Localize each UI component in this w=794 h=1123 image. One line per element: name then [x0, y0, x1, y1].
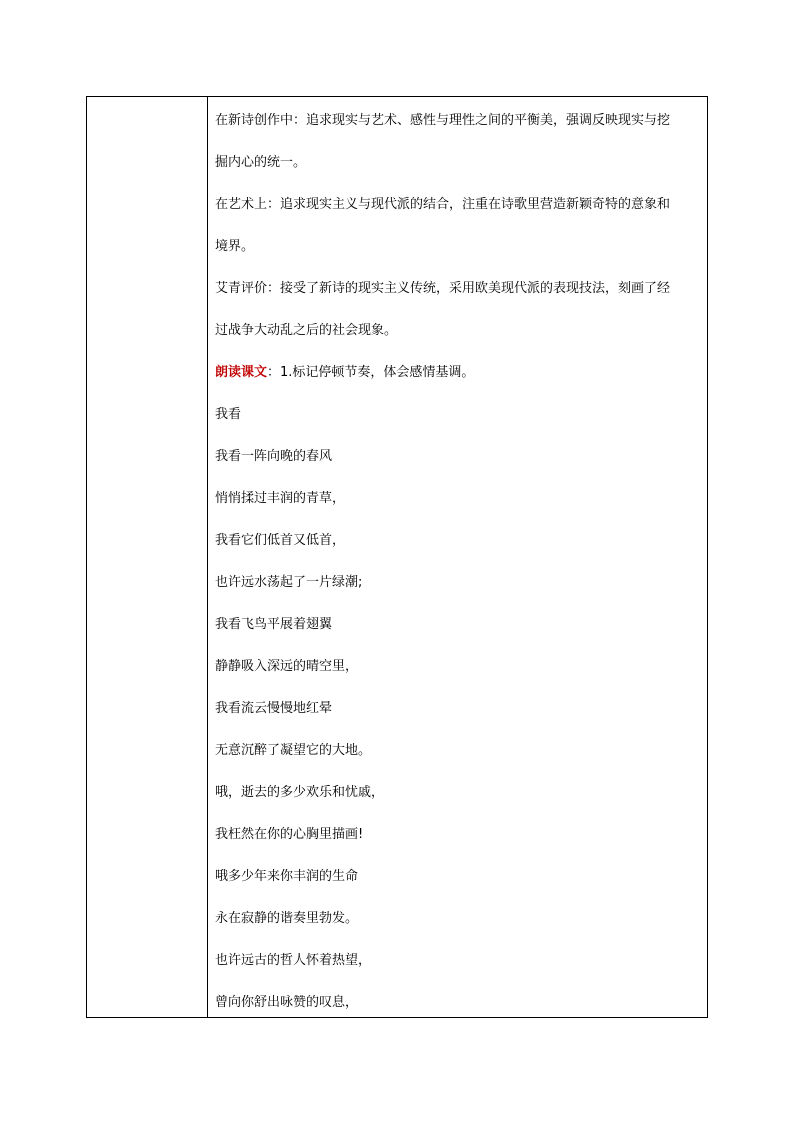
reading-label: 朗读课文 — [215, 365, 268, 380]
reading-instruction — [215, 365, 474, 381]
paragraph-line: 在艺术上：追求现实主义与现代派的结合，注重在诗歌里营造新颖奇特的意象和 — [215, 197, 671, 212]
poem-line: 我看一阵向晚的春风 — [215, 449, 333, 464]
reading-text: ：1.标记停顿节奏，体会感情基调。 — [267, 365, 475, 380]
paragraph-line: 掘内心的统一。 — [215, 155, 307, 170]
poem-line: 哦多少年来你丰润的生命 — [215, 869, 359, 884]
poem-line: 静静吸入深远的晴空里， — [215, 659, 359, 674]
poem-line: 悄悄揉过丰润的青草， — [215, 491, 346, 506]
table-left-cell — [87, 97, 208, 1017]
poem-title: 我看 — [215, 407, 242, 422]
poem-line: 永在寂静的谐奏里勃发。 — [215, 911, 359, 926]
poem-line: 曾向你舒出咏赞的叹息， — [215, 995, 359, 1010]
poem-line: 无意沉醉了凝望它的大地。 — [215, 743, 372, 758]
paragraph-line: 艾青评价：接受了新诗的现实主义传统，采用欧美现代派的表现技法，刻画了经 — [215, 281, 671, 296]
document-table — [86, 96, 708, 1018]
poem-line: 我看流云慢慢地红晕 — [215, 701, 333, 716]
poem-line: 我枉然在你的心胸里描画! — [215, 827, 364, 842]
paragraph-line: 在新诗创作中：追求现实与艺术、感性与理性之间的平衡美，强调反映现实与挖 — [215, 113, 671, 128]
poem-line: 也许远水荡起了一片绿潮; — [215, 575, 363, 590]
poem-line: 我看它们低首又低首， — [215, 533, 346, 548]
paragraph-line: 过战争大动乱之后的社会现象。 — [215, 323, 398, 338]
table-content-cell — [208, 97, 707, 1017]
poem-line: 哦，逝去的多少欢乐和忧戚， — [215, 785, 385, 800]
poem-line: 也许远古的哲人怀着热望， — [215, 953, 372, 968]
poem-line: 我看飞鸟平展着翅翼 — [215, 617, 333, 632]
paragraph-line: 境界。 — [215, 239, 255, 254]
